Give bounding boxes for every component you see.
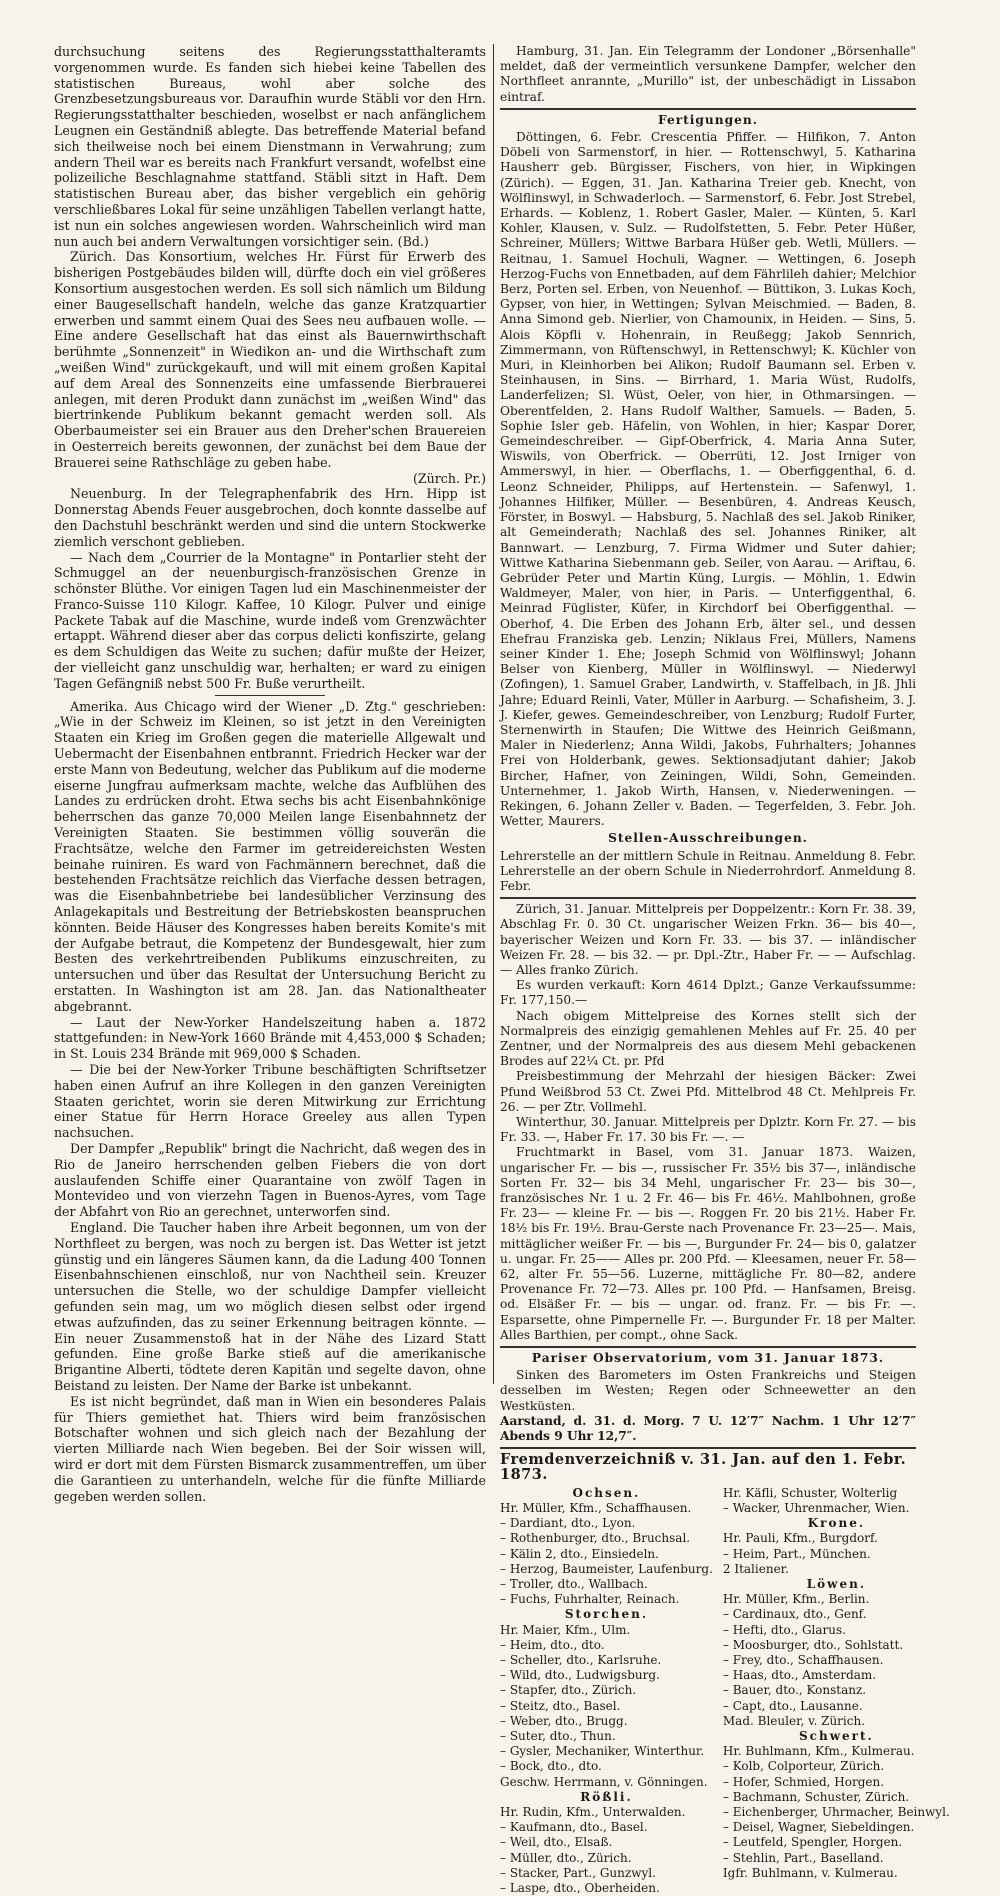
- section-title-fertigungen: Fertigungen.: [657, 112, 759, 127]
- article-hamburg: Hamburg, 31. Jan. Ein Telegramm der Londoner „Börsenhalle" meldet, daß der vermeintlich versunkene Dampfer, welcher den Northfleet anrannte, „Murillo" ist, der unbeschädigt in Lissabon eintraf.: [500, 44, 916, 104]
- guest-entry: – Capt, dto., Lausanne.: [722, 1698, 863, 1713]
- guest-entry: Igfr. Buhlmann, v. Kulmerau.: [722, 1865, 898, 1880]
- article-zuerich: Zürich. Das Konsortium, welches Hr. Fürst für Erwerb des bisherigen Postgebäudes bilden will, dürfte doch ein viel größeres Konsortium ausgestochen werden. Es soll sich nämlich um Bildung einer Baugesellschaft handeln, welche das ganze Kratzquartier erwerben und sammt einem Quai des Sees neu aufbauen wolle. — Eine andere Gesellschaft hat das einst als Bauernwirthschaft berühmte „Sonnenzeit" in Wiedikon an- und die Wirthschaft zum „weißen Wind" zurückgekauft, und will mit einem großen Kapital auf dem Areal des Sonnenzeits eine umfassende Bierbrauerei anlegen, mit deren Produkt dann zunächst im „weißen Wind" das biertrinkende Publikum bekannt gemacht werden soll. Als Oberbaumeister sei ein Brauer aus den Dreher'schen Brauereien in Oesterreich bereits gewonnen, der zunächst bei dem Baue der Brauerei seine Rathschläge zu geben habe.: [54, 249, 486, 470]
- guest-entry: – Kälin 2, dto., Einsiedeln.: [500, 1546, 659, 1561]
- guest-entry: – Müller, dto., Zürich.: [500, 1850, 632, 1865]
- guest-entry: – Stacker, Part., Gunzwyl.: [500, 1865, 656, 1880]
- guest-entry: Hr. Käfli, Schuster, Wolterlig: [722, 1485, 898, 1500]
- fremdenverzeichnis: [500, 1485, 950, 1896]
- signature-zuerch-pr: (Zürch. Pr.): [413, 470, 486, 486]
- hotel-heading: Ochsen.: [572, 1485, 641, 1500]
- guest-entry: – Scheller, dto., Karlsruhe.: [500, 1652, 662, 1667]
- stellen-text: Lehrerstelle an der mittlern Schule in Reitnau. Anmeldung 8. Febr. Lehrerstelle an der obern Schule in Niederrohrdorf. Anmeldung 8. Febr.: [500, 848, 916, 893]
- separator: [215, 695, 325, 696]
- guest-entry: – Frey, dto., Schaffhausen.: [722, 1652, 884, 1667]
- article-amerika: Amerika. Aus Chicago wird der Wiener „D. Ztg." geschrieben: „Wie in der Schweiz im Kleinen, so ist jetzt in den Vereinigten Staaten ein Krieg im Großen gegen die materielle Allgewalt und Uebermacht der Eisenbahnen entbrannt. Friedrich Hecker war der erste Mann von Bedeutung, welcher das Publikum auf die moderne eiserne Jungfrau aufmerksam machte, welche das Aufblühen des Landes zu erdrücken droht. Etwa sechs bis acht Eisenbahnkönige beherrschen das ganze 70,000 Meilen lange Eisenbahnnetz der Vereinigten Staaten. Sie bestimmen völlig souverän die Frachtsätze, welche den Farmer im getreidereichsten Westen beinahe ruiniren. Es ward von Fachmännern berechnet, daß die bestehenden Frachtsätze reichlich das Vierfache dessen betragen, was die Eisenbahnbetriebe bei landesüblicher Verzinsung des Anlagekapitals und Bestreitung der Betriebskosten beanspruchen könnten. Beide Häuser des Kongresses haben bereits Komite's mit der Aufgabe betraut, die Kompetenz der Bundesgewalt, hier zum Besten des verkehrtreibenden Publikums einzuschreiten, zu untersuchen und über das Resultat der Untersuchung Bericht zu erstatten. In Washington ist am 28. Jan. das Nationaltheater abgebrannt.: [54, 698, 486, 1014]
- guest-entry: – Eichenberger, Uhrmacher, Beinwyl.: [722, 1804, 950, 1819]
- guest-entry: – Stapfer, dto., Zürich.: [500, 1683, 637, 1698]
- guest-entry: – Gysler, Mechaniker, Winterthur.: [500, 1744, 705, 1759]
- guest-entry: – Stehlin, Part., Baselland.: [722, 1850, 884, 1865]
- fertigungen-text: Döttingen, 6. Febr. Crescentia Pfiffer. — Hilfikon, 7. Anton Döbeli von Sarmenstorf, in hier. — Rottenschwyl, 5. Katharina Hausherr geb. Bürgisser, Fischers, von hier, in Wipkingen (Zürich). — Eggen, 31. Jan. Katharina Treier geb. Knecht, von Wölflinswyl, in Schwaderloch. — Sarmenstorf, 6. Febr. Jost Strebel, Erhards. — Koblenz, 1. Robert Gasler, Maler. — Künten, 5. Karl Kohler, Klausen, v. Sulz. — Rudolfstetten, 5. Febr. Peter Hüßer, Schreiner, Müllers; Wittwe Barbara Hüßer geb. Wetli, Müllers. — Reitnau, 1. Samuel Hochuli, Wagner. — Wettingen, 6. Joseph Herzog-Fuchs von Ennetbaden, auf dem Fährlileh dahier; Melchior Berz, Porten sel. Erben, von Neuenhof. — Büttikon, 3. Lukas Koch, Gypser, von hier, in Wettingen; Sylvan Meischmied. — Baden, 8. Anna Simond geb. Nierlier, von Chamounix, in Heiden. — Sins, 5. Alois Köpfli v. Hohenrain, in Reußegg; Jakob Sennrich, Zimmermann, von Rüftenschwyl, in Rettenschwyl; K. Küchler von Muri, in Kleinhorben bei Alikon; Rudolf Baumann sel. Erben v. Steinhausen, in Sins. — Birrhard, 1. Maria Wüst, Rudolfs, Landerfelizen; Sl. Wüst, Oeler, von hier, in Othmarsingen. — Oberentfelden, 2. Hans Rudolf Walther, Samuels. — Baden, 5. Sophie Isler geb. Häfelin, von Wohlen, in hier; Kaspar Dorer, Gemeindeschreiber. — Gipf-Oberfrick, 4. Maria Anna Suter, Wiswils, von Oberfrick. — Oberrüti, 12. Jost Irniger von Ammerswyl, in hier. — Oberflachs, 1. — Oberfiggenthal, 6. d. Leonz Schneider, Philipps, auf Hertenstein. — Safenwyl, 1. Johannes Hilfiker, Müller. — Besenbüren, 4. Andreas Keusch, Förster, in Boswyl. — Habsburg, 5. Nachlaß des sel. Jakob Riniker, alt Gemeinderath; Nachlaß des sel. Johannes Riniker, alt Bannwart. — Lenzburg, 7. Firma Widmer und Suter dahier; Wittwe Katharina Siebenmann geb. Seiler, von Aarau. — Ariftau, 6. Gebrüder Peter und Martin Küng, Lurgis. — Möhlin, 1. Edwin Waldmeyer, Maler, von hier, in Paris. — Unterfiggenthal, 6. Meinrad Füglister, Küfer, in Kirchdorf bei Oberfiggenthal. — Oberhof, 4. Die Erben des Johann Erb, älter sel., und dessen Ehefrau Franziska geb. Lenzin; Niklaus Frei, Müllers, Namens seiner Kinder 1. Ehe; Joseph Schmid von Wölflinswyl; Johann Belser von Kienberg, Müller in Wölflinswyl. — Niederwyl (Zofingen), 1. Samuel Graber, Landwirth, v. Staffelbach, in Jß. Jhli Jahre; Eduard Reinli, Vater, Müller in Aarburg. — Schafisheim, 3. J. J. Kiefer, gewes. Gemeindeschreiber, von Lenzburg; Rudolf Furter, Sternenwirth in Staufen; Die Wittwe des Heinrich Geißmann, Maler in Niederlenz; Anna Wildi, Jakobs, Fuhrhalters; Johannes Frei von Holderbank, gewes. Sektionsadjutant dahier; Jakob Bircher, Hafner, von Zeiningen, Wildi, Sohn, Gemeinden. Unternehmer, 1. Jakob Wirth, Hansen, v. Niederweningen. — Rekingen, 6. Johann Zeller v. Baden. — Tegerfelden, 3. Febr. Joh. Wetter, Maurers.: [500, 130, 916, 829]
- guest-entry: – Weil, dto., Elsaß.: [500, 1835, 613, 1850]
- guest-entry: – Bauer, dto., Konstanz.: [722, 1683, 867, 1698]
- guest-entry: Hr. Müller, Kfm., Schaffhausen.: [500, 1500, 692, 1515]
- guest-entry: – Suter, dto., Thun.: [500, 1728, 616, 1743]
- left-column: [54, 44, 486, 1504]
- article-republik: Der Dampfer „Republik" bringt die Nachricht, daß wegen des in Rio de Janeiro herrschenden gelben Fiebers die von dort auslaufenden Schiffe einer Quarantaine von zwölf Tagen in Montevideo und von vierzehn Tagen in Buenos-Ayres, vom Tage der Abfahrt von Rio an gerechnet, unterworfen sind.: [54, 1140, 486, 1220]
- guest-entry: – Weber, dto., Brugg.: [500, 1713, 628, 1728]
- guest-entry: – Wacker, Uhrenmacher, Wien.: [722, 1500, 910, 1515]
- market-baecker: Preisbestimmung der Mehrzahl der hiesigen Bäcker: Zwei Pfund Weißbrod 53 Ct. Zwei Pfd. Mittelbrod 48 Ct. Mehlpreis Fr. 26. — per Ztr. Vollmehl.: [500, 1069, 916, 1114]
- guest-entry: Mad. Bleuler, v. Zürich.: [722, 1713, 866, 1728]
- article-pontarlier: — Nach dem „Courrier de la Montagne" in Pontarlier steht der Schmuggel an der neuenburgisch-französischen Grenze in schönster Blüthe. Vor einigen Tagen lud ein Maschinenmeister der Franco-Suisse 110 Kilogr. Kaffee, 10 Kilogr. Pulver und einige Packete Tabak auf die Maschine, wurde indeß vom Grenzwächter ertappt. Während dieser aber das corpus delicti konfiszirte, gelang es dem Schuldigen das Weite zu suchen; dafür mußte der Heizer, der vielleicht ganz unschuldig war, herhalten; er ward zu einigen Tagen Gefängniß nebst 500 Fr. Buße verurtheilt.: [54, 549, 486, 691]
- hotel-heading: Storchen.: [564, 1607, 648, 1622]
- aarstand: Aarstand, d. 31. d. Morg. 7 U. 12′7″ Nachm. 1 Uhr 12′7″ Abends 9 Uhr 12,7″.: [500, 1413, 916, 1444]
- guest-entry: – Laspe, dto., Oberheiden.: [500, 1880, 660, 1895]
- observatorium-title: Pariser Observatorium, vom 31. Januar 1873.: [531, 1351, 885, 1366]
- guest-entry: – Deisel, Wagner, Siebeldingen.: [722, 1820, 915, 1835]
- market-zuerich: Zürich, 31. Januar. Mittelpreis per Doppelzentr.: Korn Fr. 38. 39, Abschlag Fr. 0. 30 Ct. ungarischer Weizen Frkn. 36— bis 40—, bayerischer Weizen und Korn Fr. 33. — bis 37. — inländischer Weizen Fr. 28. — bis 32. — pr. Dpl.-Ztr., Haber Fr. — — Aufschlag. — Alles franko Zürich.: [500, 902, 916, 977]
- separator: [500, 897, 916, 899]
- article-wien-thiers: Es ist nicht begründet, daß man in Wien ein besonderes Palais für Thiers gemiethet hat. Thiers wird beim französischen Botschafter wohnen und sich gleich nach der Bezahlung der vierten Milliarde nach Wien begeben. Bei der Soir wissen will, wird er dort mit dem Fürsten Bismarck zusammentreffen, um über die Garantieen zu unterhandeln, welche für die fünfte Milliarde gegeben werden sollen.: [54, 1393, 486, 1504]
- guest-entry: Hr. Buhlmann, Kfm., Kulmerau.: [722, 1744, 915, 1759]
- guest-entry: – Heim, Part., München.: [722, 1546, 871, 1561]
- guest-entry: – Wild, dto., Ludwigsburg.: [500, 1668, 660, 1683]
- guest-entry: – Troller, dto., Wallbach.: [500, 1576, 648, 1591]
- guest-entry: – Dardiant, dto., Lyon.: [500, 1516, 636, 1531]
- right-column: [500, 44, 950, 1896]
- fremden-right-list: [723, 1486, 950, 1896]
- hotel-heading: Schwert.: [799, 1728, 874, 1743]
- guest-entry: – Kaufmann, dto., Basel.: [500, 1820, 648, 1835]
- guest-entry: – Heim, dto., dto.: [500, 1637, 605, 1652]
- separator: [500, 1346, 916, 1348]
- market-brod: Nach obigem Mittelpreise des Kornes stellt sich der Normalpreis des einzigig gemahlenen Mehles auf Fr. 25. 40 per Zentner, und der Normalpreis des aus diesem Mehl gebackenen Brodes auf 22¹⁄₄ Ct. pr. Pfd: [500, 1008, 916, 1069]
- guest-entry: – Bachmann, Schuster, Zürich.: [722, 1789, 910, 1804]
- guest-entry: – Herzog, Baumeister, Laufenburg.: [500, 1561, 713, 1576]
- guest-entry: Hr. Rudin, Kfm., Unterwalden.: [500, 1804, 686, 1819]
- column-divider: [493, 44, 494, 1384]
- article-england: England. Die Taucher haben ihre Arbeit begonnen, um von der Northfleet zu bergen, was noch zu bergen ist. Das Wetter ist jetzt günstig und ein längeres Säumen kann, da die Ladung 400 Tonnen Eisenbahnschienen einschloß, nur von Nachtheil sein. Kreuzer untersuchen die Stelle, wo der schuldige Dampfer vielleicht gefunden sein mag, um wo möglich diesen selbst oder irgend etwas aufzufinden, das zu seiner Erkennung beitragen könnte. — Ein neuer Zusammenstoß hat in der Nähe des Lizard Statt gefunden. Eine große Barke stieß auf die amerikanische Brigantine Alberti, tödtete deren Kapitän und segelte davon, ohne Beistand zu leisten. Der Name der Barke ist unbekannt.: [54, 1219, 486, 1393]
- article-newyork-braende: — Laut der New-Yorker Handelszeitung haben a. 1872 stattgefunden: in New-York 1660 Brände mit 4,453,000 $ Schaden; in St. Louis 234 Brände mit 969,000 $ Schaden.: [54, 1014, 486, 1062]
- guest-entry: – Hofer, Schmied, Horgen.: [722, 1774, 885, 1789]
- guest-entry: – Steitz, dto., Basel.: [500, 1698, 621, 1713]
- fremden-left-list: [500, 1486, 713, 1896]
- market-verkauft: Es wurden verkauft: Korn 4614 Dplzt.; Ganze Verkaufssumme: Fr. 177,150.—: [500, 978, 916, 1008]
- article-tribune: — Die bei der New-Yorker Tribune beschäftigten Schriftsetzer haben einen Aufruf an ihre Kollegen in den ganzen Vereinigten Staaten gerichtet, worin sie deren Mitwirkung zur Errichtung einer Statue für Herrn Horace Greeley aus allen Typen nachsuchen.: [54, 1062, 486, 1141]
- article-neuenburg: Neuenburg. In der Telegraphenfabrik des Hrn. Hipp ist Donnerstag Abends Feuer ausgebrochen, doch konnte dasselbe auf den Dachstuhl beschränkt werden und sind die untern Stockwerke ziemlich verschont geblieben.: [54, 486, 486, 549]
- market-winterthur: Winterthur, 30. Januar. Mittelpreis per Dplztr. Korn Fr. 27. — bis Fr. 33. —, Haber Fr. 17. 30 bis Fr. —. —: [500, 1115, 916, 1145]
- market-basel: Fruchtmarkt in Basel, vom 31. Januar 1873. Waizen, ungarischer Fr. — bis —, russischer Fr. 35¹⁄₂ bis 37—, inländische Sorten Fr. 32— bis 34 Mehl, ungarischer Fr. 23— bis 30—, französisches Nr. 1 u. 2 Fr. 46— bis Fr. 46¹⁄₂. Mahlbohnen, große Fr. 23— — kleine Fr. — bis —. Roggen Fr. 20 bis 21¹⁄₂. Haber Fr. 18¹⁄₂ bis Fr. 19¹⁄₂. Brau-Gerste nach Provenance Fr. 23—25—. Mais, mittäglicher weißer Fr. — bis —, Burgunder Fr. 24— bis 0, galatzer u. ungar. Fr. 25—— Alles pr. 200 Pfd. — Kleesamen, neuer Fr. 58—62, alter Fr. 55—56. Luzerne, mittägliche Fr. 80—82, andere Provenance Fr. 72—73. Alles pr. 100 Pfd. — Hanfsamen, Breisg. od. Elsäßer Fr. — bis — ungar. od. franz. Fr. — bis Fr. —. Esparsette, ohne Pimpernelle Fr. —. Burgunder Fr. 18 per Malter. Alles Barthien, per compt., ohne Sack.: [500, 1145, 916, 1342]
- guest-entry: – Fuchs, Fuhrhalter, Reinach.: [500, 1592, 680, 1607]
- guest-entry: – Kolb, Colporteur, Zürich.: [722, 1759, 885, 1774]
- guest-entry: Geschw. Herrmann, v. Gönningen.: [500, 1774, 708, 1789]
- guest-entry: Hr. Pauli, Kfm., Burgdorf.: [722, 1531, 878, 1546]
- guest-entry: Hr. Maier, Kfm., Ulm.: [500, 1622, 631, 1637]
- guest-entry: Hr. Müller, Kfm., Berlin.: [722, 1592, 870, 1607]
- guest-entry: – Haas, dto., Amsterdam.: [722, 1668, 877, 1683]
- hotel-heading: Krone.: [807, 1516, 866, 1531]
- separator: [500, 1447, 916, 1449]
- hotel-heading: Löwen.: [806, 1576, 867, 1591]
- guest-entry: – Bock, dto., dto.: [500, 1759, 602, 1774]
- guest-entry: – Rothenburger, dto., Bruchsal.: [500, 1531, 691, 1546]
- guest-entry: 2 Italiener.: [722, 1561, 789, 1576]
- fremdenverzeichnis-title: Fremdenverzeichniß v. 31. Jan. auf den 1. Febr. 1873.: [500, 1451, 907, 1484]
- hotel-heading: Rößli.: [580, 1789, 633, 1804]
- guest-entry: – Cardinaux, dto., Genf.: [722, 1607, 867, 1622]
- guest-entry: – Moosburger, dto., Sohlstatt.: [722, 1637, 904, 1652]
- separator: [500, 108, 916, 110]
- guest-entry: – Leutfeld, Spengler, Horgen.: [722, 1835, 903, 1850]
- section-title-stellen: Stellen-Ausschreibungen.: [608, 831, 808, 846]
- article-stabli: durchsuchung seitens des Regierungsstatthalteramts vorgenommen wurde. Es fanden sich hiebei keine Tabellen des statistischen Bureaus, wohl aber solche des Grenzbesetzungsbureaus vor. Daraufhin wurde Stäbli vor den Hrn. Regierungsstatthalter beschieden, woselbst er nach anfänglichem Leugnen ein Geständniß ablegte. Das betreffende Material befand sich theilweise noch bei einem Dienstmann in Verwahrung; zum andern Theil war es bereits nach Frankfurt versandt, wofelbst eine polizeiliche Beschlagnahme stattfand. Stäbli sitzt in Haft. Dem statistischen Bureau aber, das bisher vergeblich ein gehörig verschließbares Lokal für seine unzähligen Tabellen verlangt hatte, ist nun ein solches angewiesen worden. Wahrscheinlich wird man nun auch bei andern Verwaltungen vorsichtiger sein. (Bd.): [54, 44, 486, 249]
- observatorium-text: Sinken des Barometers im Osten Frankreichs und Steigen desselben im Westen; Regen oder Schneewetter an den Westküsten.: [500, 1368, 916, 1413]
- guest-entry: – Hefti, dto., Glarus.: [722, 1622, 846, 1637]
